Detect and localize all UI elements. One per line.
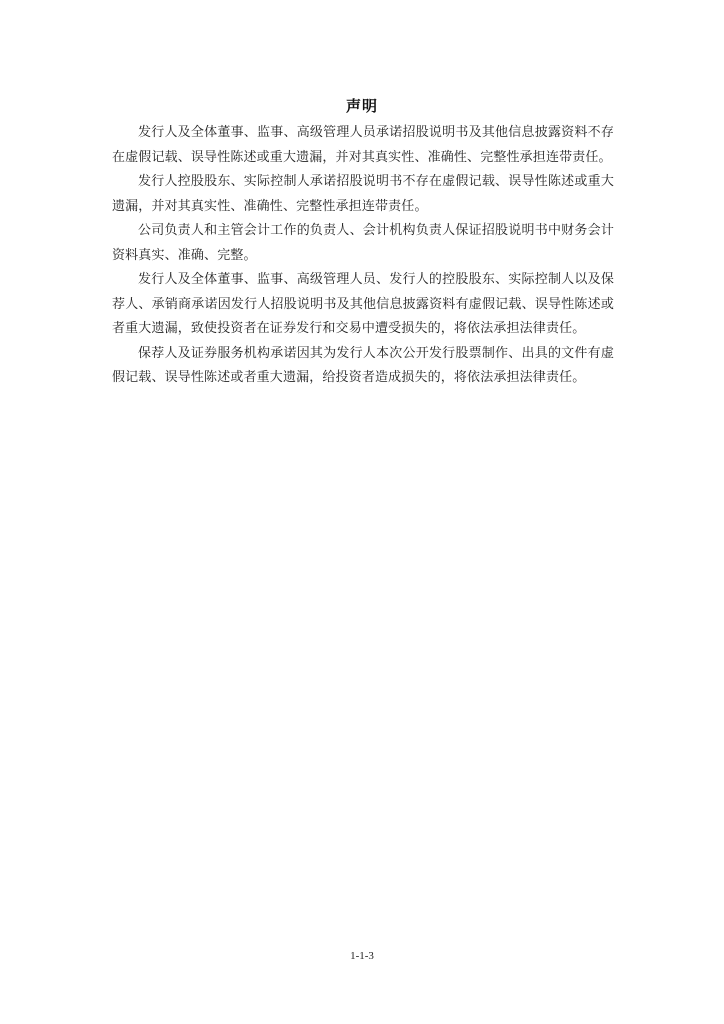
page-number: 1-1-3: [350, 950, 374, 962]
paragraph-sponsor-commitment: 保荐人及证券服务机构承诺因其为发行人本次公开发行股票制作、出具的文件有虚假记载、误导性陈述或者重大遗漏，给投资者造成损失的，将依法承担法律责任。: [112, 345, 614, 385]
paragraph-controlling-shareholder-commitment: 发行人控股股东、实际控制人承诺招股说明书不存在虚假记载、误导性陈述或重大遗漏，并对其真实性、准确性、完整性承担连带责任。: [112, 174, 614, 214]
paragraph-directors-commitment: 发行人及全体董事、监事、高级管理人员承诺招股说明书及其他信息披露资料不存在虚假记载、误导性陈述或重大遗漏，并对其真实性、准确性、完整性承担连带责任。: [112, 125, 614, 165]
page-title: 声明: [345, 97, 378, 115]
paragraph-accounting-guarantee: 公司负责人和主管会计工作的负责人、会计机构负责人保证招股说明书中财务会计资料真实、准确、完整。: [112, 223, 614, 263]
paragraph-liability-commitment: 发行人及全体董事、监事、高级管理人员、发行人的控股股东、实际控制人以及保荐人、承销商承诺因发行人招股说明书及其他信息披露资料有虚假记载、误导性陈述或者重大遗漏，致使投资者在证券发行和交易中遭受损失的，将依法承担法律责任。: [112, 272, 614, 336]
statement-body: [112, 121, 614, 391]
